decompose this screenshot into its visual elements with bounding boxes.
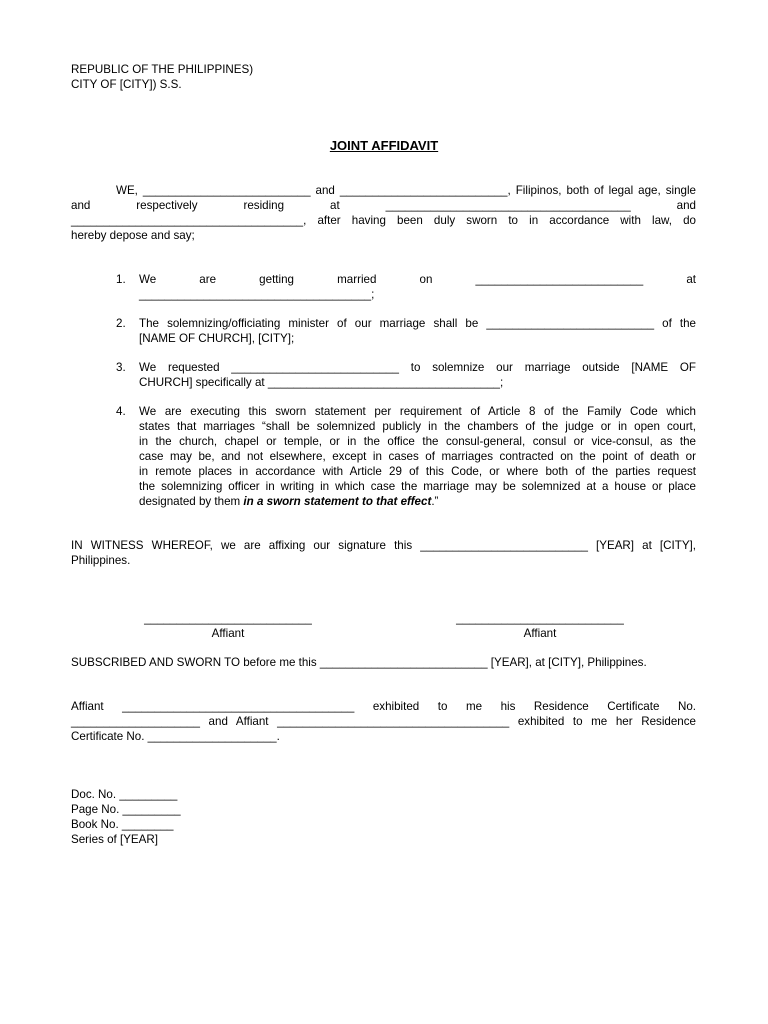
doc-number: Doc. No. _________ [71, 788, 178, 801]
item-4-line-1: We are executing this sworn statement per requirement of Article 8 of the Family Code which [139, 405, 696, 418]
item-2-line-1: The solemnizing/officiating minister of our marriage shall be __________________________ of the [139, 317, 696, 330]
book-number: Book No. ________ [71, 818, 174, 831]
item-4-line-7 [139, 494, 696, 509]
residence-line-2: ____________________ and Affiant ____________________________________ exhibited to me her Residence [71, 715, 696, 728]
item-4-emphasis: in a sworn statement to that effect [243, 495, 432, 508]
intro-line-4: hereby depose and say; [71, 229, 195, 242]
item-3-number: 3. [116, 361, 126, 374]
signature-label-right: Affiant [523, 627, 557, 640]
signature-label-left: Affiant [211, 627, 245, 640]
witness-line-1: IN WITNESS WHEREOF, we are affixing our signature this __________________________ [YEAR] at [CITY], [71, 539, 696, 552]
item-4-line-4: case may be, and not elsewhere, except in cases of marriages contracted on the point of death or [139, 450, 696, 463]
item-2-line-2: [NAME OF CHURCH], [CITY]; [139, 332, 295, 345]
header-republic: REPUBLIC OF THE PHILIPPINES) [71, 63, 254, 76]
residence-line-3: Certificate No. ____________________. [71, 730, 280, 743]
item-4-number: 4. [116, 405, 126, 418]
series-year: Series of [YEAR] [71, 833, 158, 846]
item-4-line-6: the solemnizing officer in writing in which case the marriage may be solemnized at a house or place [139, 480, 696, 493]
item-4-line-5: in remote places in accordance with Article 29 of this Code, or where both of the parties request [139, 465, 696, 478]
intro-line-3: ____________________________________, after having been duly sworn to in accordance with law, do [71, 214, 696, 227]
document-title: JOINT AFFIDAVIT [329, 138, 439, 153]
page-number: Page No. _________ [71, 803, 181, 816]
intro-line-1: WE, __________________________ and __________________________, Filipinos, both of legal age, single [116, 184, 696, 197]
item-2-number: 2. [116, 317, 126, 330]
signature-line-right: __________________________ [456, 612, 624, 625]
item-4-line-3: in the church, chapel or temple, or in the office the consul-general, consul or vice-consul, as the [139, 435, 696, 448]
item-4-line-2: states that marriages “shall be solemnized publicly in the chambers of the judge or in open court, [139, 420, 696, 433]
witness-line-2: Philippines. [71, 554, 131, 567]
subscribed-sworn: SUBSCRIBED AND SWORN TO before me this __________________________ [YEAR], at [CITY], Philippines. [71, 656, 647, 669]
signature-line-left: __________________________ [144, 612, 312, 625]
item-1-line-2: ____________________________________; [139, 288, 375, 301]
residence-line-1: Affiant ____________________________________ exhibited to me his Residence Certificate No. [71, 700, 696, 713]
item-1-number: 1. [116, 273, 126, 286]
item-3-line-1: We requested __________________________ to solemnize our marriage outside [NAME OF [139, 361, 696, 374]
item-4-last-prefix: designated by them [139, 495, 244, 508]
intro-line-2: and respectively residing at ______________________________________ and [71, 199, 696, 212]
header-city: CITY OF [CITY]) S.S. [71, 78, 182, 91]
item-4-last-suffix: .” [431, 495, 439, 508]
item-1-line-1: We are getting married on __________________________ at [139, 273, 696, 286]
item-3-line-2: CHURCH] specifically at ____________________________________; [139, 376, 504, 389]
